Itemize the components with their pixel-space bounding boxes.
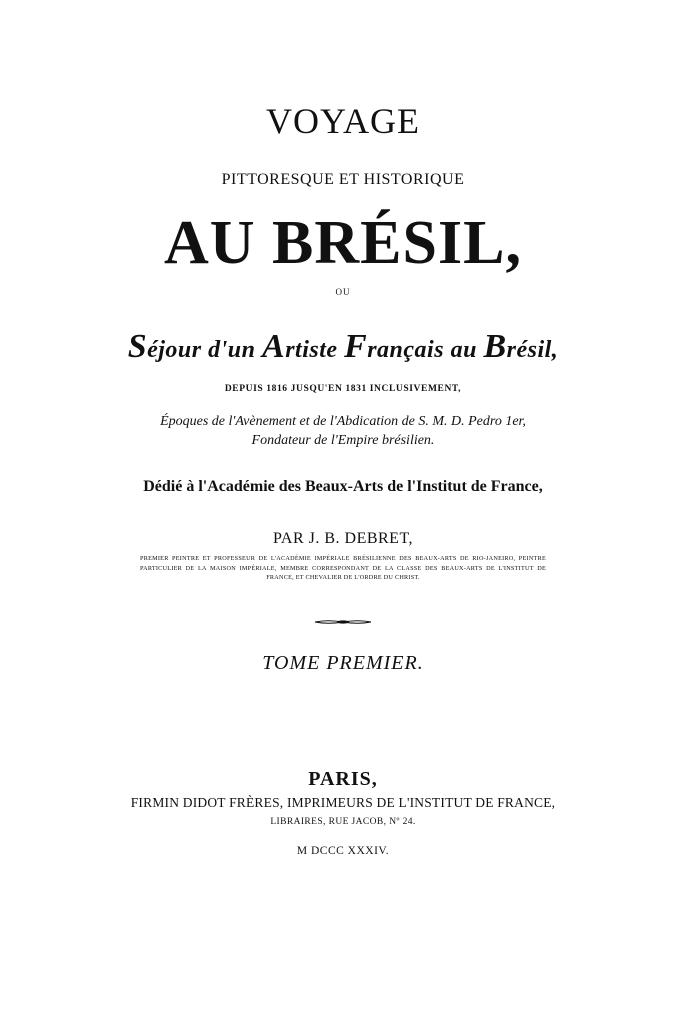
sejour-cap-s: S (127, 328, 148, 365)
sejour-word-6: résil, (506, 337, 559, 363)
author-credentials: PREMIER PEINTRE ET PROFESSEUR DE L'ACADÉMIE IMPÉRIALE BRÉSILIENNE DES BEAUX-ARTS DE RIO-JANEIRO, PEINTRE PARTICULIER DE LA MAISON IMPÉRIALE, MEMBRE CORRESPONDANT DE LA CLASSE DES BEAUX-ARTS DE L'INSTITUT DE FRANCE, ET CHEVALIER DE L'ORDRE DU CHRIST. (140, 555, 546, 582)
fondateur-line: Fondateur de l'Empire brésilien. (251, 433, 435, 448)
sejour-line (0, 328, 686, 366)
sejour-word-5: au (450, 337, 477, 363)
sejour-cap-a: A (262, 328, 286, 365)
dates-line: DEPUIS 1816 JUSQU'EN 1831 INCLUSIVEMENT, (224, 384, 462, 394)
subtitle: PITTORESQUE ET HISTORIQUE (221, 171, 465, 188)
author-line: PAR J. B. DEBRET, (272, 530, 414, 547)
sejour-word-2: d'un (208, 337, 256, 363)
epoques-line: Époques de l'Avènement et de l'Abdication de S. M. D. Pedro 1er, (160, 414, 526, 429)
imprint-year: M DCCC XXXIV. (296, 845, 390, 857)
sejour-word-1: éjour (147, 337, 202, 363)
sejour-word-4: rançais (367, 337, 445, 363)
volume-label: TOME PREMIER. (262, 652, 424, 674)
main-title: AU BRÉSIL, (164, 209, 522, 277)
sejour-cap-b: B (483, 328, 507, 365)
title: VOYAGE (266, 101, 420, 141)
imprint-city: PARIS, (308, 768, 378, 790)
conjunction-ou: OU (335, 287, 351, 297)
dedication-line: Dédié à l'Académie des Beaux-Arts de l'Institut de France, (143, 478, 543, 495)
sejour-word-3: rtiste (285, 337, 338, 363)
ornament-divider (313, 618, 373, 626)
sejour-cap-f: F (344, 328, 368, 365)
imprint-publisher: FIRMIN DIDOT FRÈRES, IMPRIMEURS DE L'INSTITUT DE FRANCE, (130, 795, 556, 810)
imprint-address: LIBRAIRES, RUE JACOB, Nº 24. (270, 817, 416, 827)
